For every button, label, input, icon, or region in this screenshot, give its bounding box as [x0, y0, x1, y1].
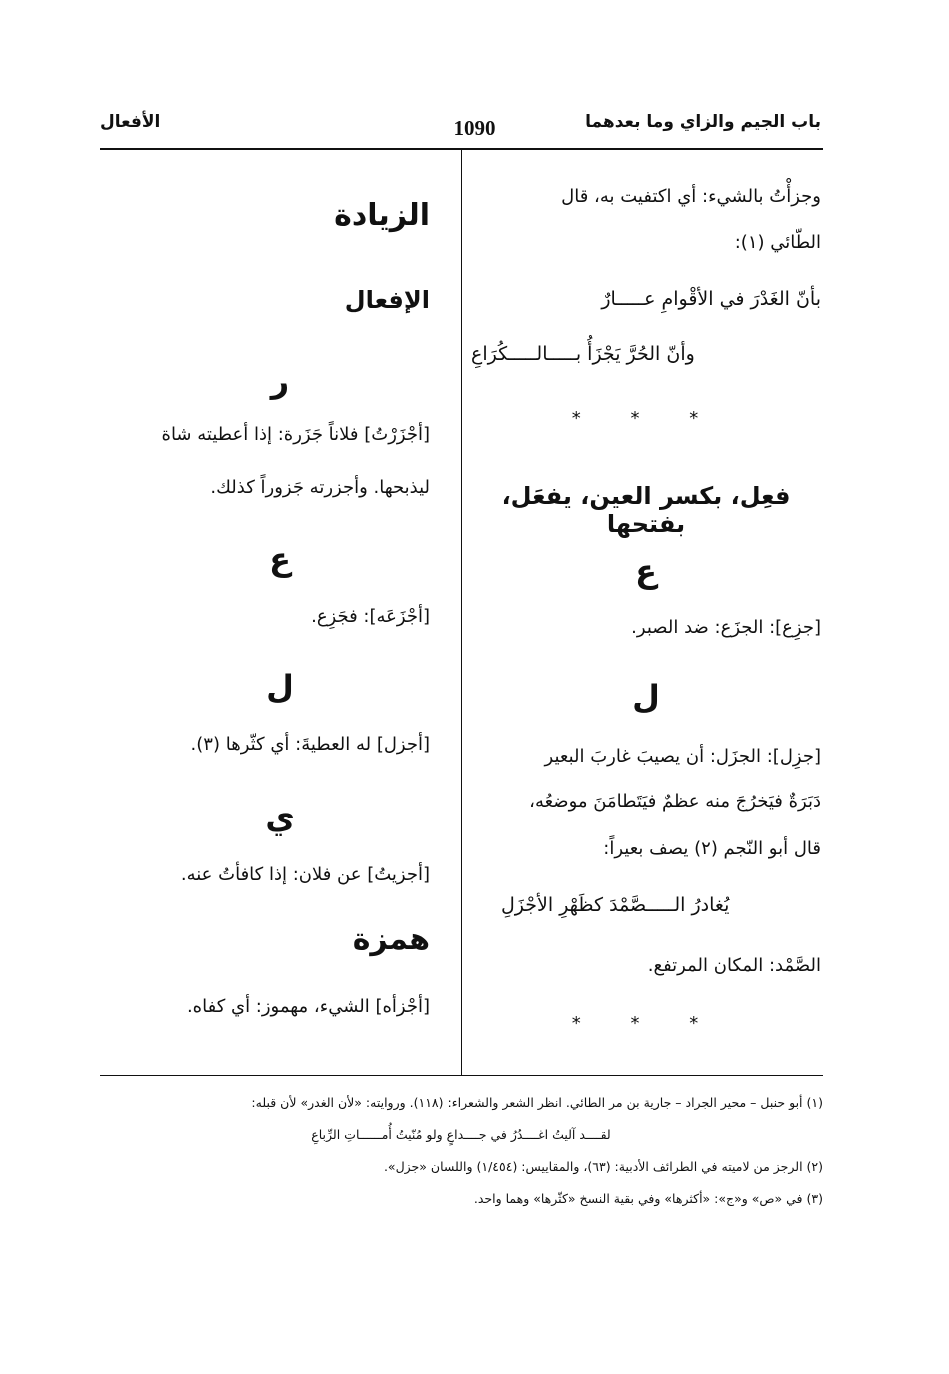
- entry-jazi: [جزِع]: الجزَع: ضد الصبر.: [631, 617, 821, 638]
- column-divider: [461, 150, 462, 1075]
- letter-heading-ya: ي: [265, 798, 295, 836]
- verse-line-1: بأنّ الغَدْرَ في الأقْوامِ عـــــارٌ: [601, 288, 821, 310]
- subtitle-ifaal: الإفعال: [344, 286, 430, 314]
- letter-heading-ain: ع: [635, 552, 657, 590]
- entry-ajzart-line-1: [أجْزَرْتُ] فلاناً جَزَرة: إذا أعطيته شاة: [161, 424, 430, 445]
- entry-ajzayt: [أجزيتُ] عن فلان: إذا كافأتُ عنه.: [180, 864, 430, 885]
- entry-ajzaa-hamza: [أجْزأه] الشيء، مهموز: أي كفاه.: [186, 996, 430, 1017]
- entry-jazil-line-3: قال أبو النّجم (٢) يصف بعيراً:: [603, 838, 821, 859]
- separator-stars: * * *: [571, 408, 721, 429]
- entry-ajzal: [أجزل] له العطيةَ: أي كثّرها (٣).: [190, 734, 430, 755]
- separator-stars-2: * * *: [571, 1013, 721, 1034]
- entry-ajzaa: [أجْزَعَه]: فجَزِع.: [311, 606, 430, 627]
- verse-line-2: وأنّ الحُرَّ يَجْزَأُ بـــــالـــــكُرَاعِ: [471, 343, 695, 365]
- letter-heading-lam: ل: [632, 678, 660, 716]
- page-number: 1090: [453, 116, 496, 140]
- verse-line-3: يُغادرُ الـــــصَّمْدَ كظَهْرِ الأجْزَلِ: [501, 894, 730, 916]
- entry-jazil-line-2: دَبَرَةٌ فيَخرُجَ منه عظمٌ فيَتَطامَنَ موضعُه،: [529, 791, 821, 812]
- letter-heading-lam-left: ل: [266, 668, 294, 706]
- footnote-rule: [100, 1075, 823, 1076]
- section-heading: فعِل، بكسر العين، يفعَل، بفتحها: [501, 482, 791, 538]
- right-paragraph-1: وجزأْتُ بالشيء: أي اكتفيت به، قال: [561, 186, 821, 207]
- footnote-3: (٣) في «ص» و«ج»: «أكثرها» وفي بقية النسخ «كثّرها» وهما واحد.: [473, 1191, 823, 1206]
- entry-jazil-line-1: [جزِل]: الجزَل: أن يصيبَ غاربَ البعير: [544, 746, 821, 767]
- hamza-heading: همزة: [352, 922, 430, 957]
- letter-heading-ain-left: ع: [269, 540, 291, 578]
- entry-samd: الصَّمْد: المكان المرتفع.: [647, 955, 821, 976]
- section-title: الأفعال: [100, 112, 161, 132]
- footnote-1-verse: لقــــد آليتُ اغــــدُرُ في جــــداعٍ ولو مُنّيتُ أُمــــــاتِ الرِّباعِ: [311, 1127, 611, 1142]
- footnote-1: (١) أبو حنبل – محير الجراد – جارية بن مر الطائي. انظر الشعر والشعراء: (١١٨). وروايته: «لأن الغدر» لأن قبله:: [251, 1095, 823, 1110]
- title-ziyada: الزيادة: [334, 198, 430, 233]
- letter-heading-ra: ر: [270, 362, 290, 400]
- entry-ajzart-line-2: ليذبحها. وأجزرته جَزوراً كذلك.: [210, 477, 430, 498]
- chapter-title: باب الجيم والزاي وما بعدهما: [585, 112, 821, 132]
- right-paragraph-1b: الطّائي (١):: [734, 232, 821, 253]
- footnote-2: (٢) الرجز من لاميته في الطرائف الأدبية: (٦٣)، والمقاييس: (١/٤٥٤) واللسان «جزل».: [383, 1159, 823, 1174]
